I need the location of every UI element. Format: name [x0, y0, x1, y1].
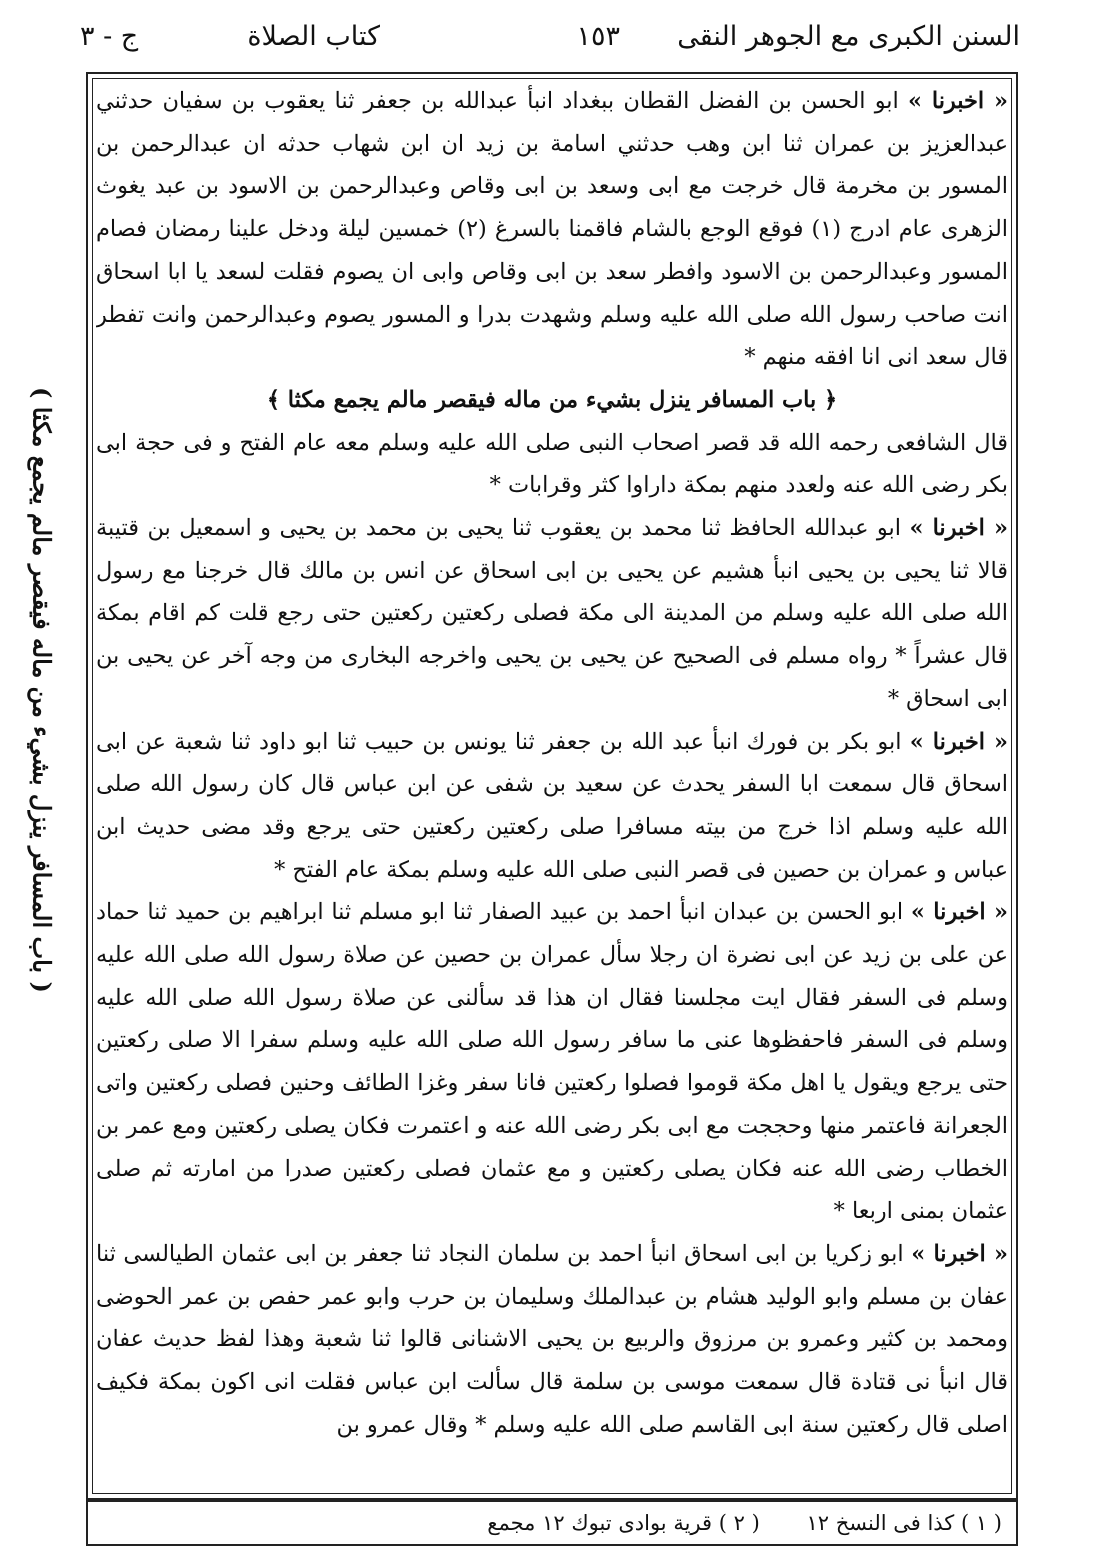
chapter-heading: ﴿ باب المسافر ينزل بشيء من ماله فيقصر مالم يجمع مكثا ﴾: [266, 386, 838, 413]
volume-label: ج - ٣: [80, 21, 139, 52]
paragraph-lead: « اخبرنا »: [909, 728, 1008, 755]
paragraph-text: ابو الحسن بن عبدان انبأ احمد بن عبيد الصفار ثنا ابو مسلم ثنا ابراهيم بن حميد ثنا حماد عن على بن زيد عن ابى نضرة ان رجلا سأل عمران بن حصين عن صلاة رسول الله صلى الله عليه وسلم فى السفر فقال ايت مجلسنا فقال ان هذا قد سألنى عن صلاة رسول الله صلى الله عليه وسلم فى السفر فاحفظوها عنى ما سافر رسول الله صلى الله عليه وسلم سفرا الا صلى ركعتين حتى يرجع ويقول يا اهل مكة قوموا فصلوا ركعتين فانا سفر وغزا الطائف وحنين فصلى ركعتين واتى الجعرانة فاعتمر منها وحججت مع ابى بكر رضى الله عنه و اعتمرت فكان يصلى ركعتين ومع عمر بن الخطاب رضى الله عنه فكان يصلى ركعتين و مع عثمان فصلى ركعتين صدرا من امارته ثم صلى عثمان بمنى اربعا *: [96, 899, 1008, 1225]
margin-note-text: ( باب المسافر ينزل بشيء من ماله فيقصر مالم يجمع مكثا ): [27, 387, 57, 993]
paragraph-lead: « اخبرنا »: [910, 899, 1008, 926]
hadith-paragraph: [96, 422, 1008, 507]
hadith-paragraph: [96, 80, 1008, 379]
paragraph-text: ابو الحسن بن الفضل القطان ببغداد انبأ عبدالله بن جعفر ثنا يعقوب بن سفيان حدثني عبدالعزيز بن عمران ثنا ابن وهب حدثني اسامة بن زيد ان ابن شهاب حدثه ان عبدالرحمن بن المسور بن مخرمة قال خرجت مع ابى وسعد بن ابى وقاص وعبدالرحمن بن الاسود بن عبد يغوث الزهرى عام ادرج (١) فوقع الوجع بالشام فاقمنا بالسرغ (٢) خمسين ليلة ودخل علينا رمضان فصام المسور وعبدالرحمن بن الاسود وافطر سعد بن ابى وقاص وابى ان يصوم فقلت لسعد يا ابا اسحاق انت صاحب رسول الله صلى الله عليه وسلم وشهدت بدرا و المسور يصوم وعبدالرحمن وانت تفطر قال سعد انى انا افقه منهم *: [96, 88, 1008, 371]
paragraph-text: قال الشافعى رحمه الله قد قصر اصحاب النبى صلى الله عليه وسلم معه عام الفتح و فى حجة ابى بكر رضى الله عنه ولعدد منهم بمكة داراوا كثر وقرابات *: [96, 429, 1008, 499]
hadith-paragraph: [96, 721, 1008, 892]
footnote-1: ( ١ ) كذا فى النسخ ١٢: [806, 1511, 1002, 1535]
running-title: السنن الكبرى مع الجوهر النقى: [677, 21, 1020, 52]
paragraph-lead: « اخبرنا »: [907, 88, 1008, 114]
hadith-paragraph: [96, 1233, 1008, 1447]
paragraph-text: ابو زكريا بن ابى اسحاق انبأ احمد بن سلمان النجاد ثنا جعفر بن ابى عثمان الطيالسى ثنا عفان بن مسلم وابو الوليد هشام بن عبدالملك وسليمان بن حرب وابو عمر حفص بن عمر الحوضى ومحمد بن كثير وعمرو بن مرزوق والربيع بن يحيى الاشنانى قالوا ثنا شعبة وهذا لفظ حديث عفان قال انبأ نى قتادة قال سمعت موسى بن سلمة قال سألت ابن عباس فقلت انى اكون بمكة فكيف اصلى قال ركعتين سنة ابى القاسم صلى الله عليه وسلم * وقال عمرو بن: [96, 1240, 1008, 1438]
hadith-paragraph: [96, 507, 1008, 721]
footnote-2: ( ٢ ) قرية بوادى تبوك ١٢ مجمع: [487, 1511, 760, 1535]
page-number: ١٥٣: [576, 21, 620, 52]
page-header: [80, 14, 1020, 60]
paragraph-text: ابو عبدالله الحافظ ثنا محمد بن يعقوب ثنا يحيى بن محمد بن يحيى و اسمعيل بن قتيبة قالا ثنا يحيى بن يحيى انبأ هشيم عن يحيى بن ابى اسحاق عن انس بن مالك قال خرجنا مع رسول الله صلى الله عليه وسلم من المدينة الى مكة فصلى ركعتين ركعتين حتى رجع قلت كم اقام بمكة قال عشراً * رواه مسلم فى الصحيح عن يحيى بن يحيى واخرجه البخارى من وجه آخر عن يحيى بن ابى اسحاق *: [96, 515, 1008, 712]
hadith-paragraph: [96, 891, 1008, 1233]
paragraph-lead: « اخبرنا »: [909, 515, 1008, 542]
main-text: [96, 80, 1008, 1480]
margin-note: [4, 387, 80, 993]
chapter-title: كتاب الصلاة: [247, 21, 380, 52]
paragraph-lead: « اخبرنا »: [911, 1240, 1008, 1267]
footnotes: [86, 1502, 1018, 1546]
paragraph-text: ابو بكر بن فورك انبأ عبد الله بن جعفر ثنا يونس بن حبيب ثنا ابو داود ثنا شعبة عن ابى اسحاق قال سمعت ابا السفر يحدث عن سعيد بن شفى عن ابن عباس قال كان رسول الله صلى الله عليه وسلم اذا خرج من بيته مسافرا صلى ركعتين ركعتين حتى يرجع وقد مضى حديث ابن عباس و عمران بن حصين فى قصر النبى صلى الله عليه وسلم بمكة عام الفتح *: [96, 728, 1008, 883]
